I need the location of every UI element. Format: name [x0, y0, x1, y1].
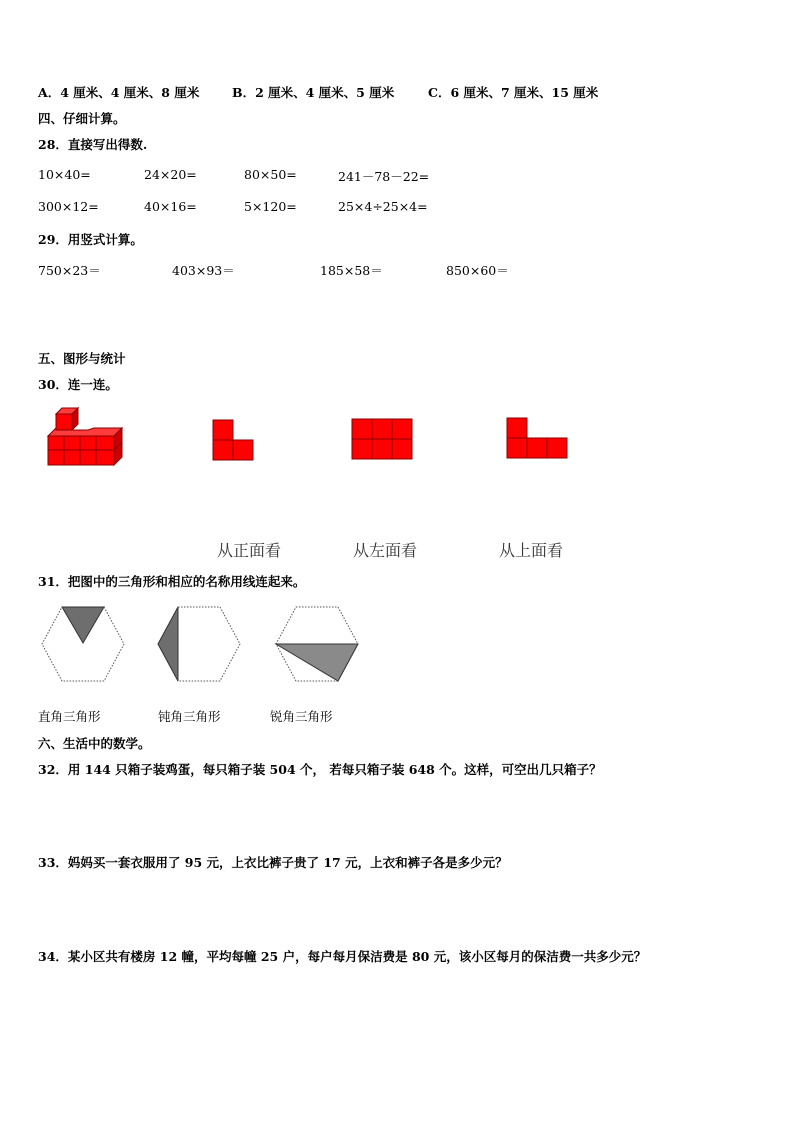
triangle-name-right: 直角三角形 — [38, 709, 101, 724]
cube-stack-figure — [44, 406, 126, 468]
option-a: A．4 厘米、4 厘米、8 厘米 — [38, 85, 200, 100]
triangle-name-obtuse: 钝角三角形 — [158, 709, 221, 724]
hexagon-figure-2 — [156, 605, 242, 683]
hexagon-figure-1 — [40, 605, 126, 683]
q28-item: 241－78－22= — [338, 169, 430, 184]
q29-stem: 29．用竖式计算。 — [38, 232, 143, 247]
q28-item: 25×4÷25×4= — [338, 199, 428, 214]
view-shape-rectangle — [351, 418, 413, 462]
q33-text: 33．妈妈买一套衣服用了 95 元，上衣比裤子贵了 17 元，上衣和裤子各是多少元？ — [38, 855, 508, 870]
q29-item: 850×60＝ — [446, 263, 509, 278]
view-label-top: 从上面看 — [499, 541, 564, 560]
view-label-front: 从正面看 — [217, 541, 282, 560]
q28-item: 40×16= — [144, 199, 197, 214]
section-5-title: 五、图形与统计 — [38, 351, 126, 366]
q29-item: 750×23＝ — [38, 263, 101, 278]
view-label-left: 从左面看 — [353, 541, 418, 560]
q28-item: 10×40= — [38, 167, 91, 182]
option-c: C．6 厘米、7 厘米、15 厘米 — [428, 85, 599, 100]
q28-item: 300×12= — [38, 199, 99, 214]
section-6-title: 六、生活中的数学。 — [38, 736, 151, 751]
q31-stem: 31．把图中的三角形和相应的名称用线连起来。 — [38, 574, 306, 589]
q34-text: 34．某小区共有楼房 12 幢，平均每幢 25 户，每户每月保洁费是 80 元，该小区每月的保洁费一共多少元？ — [38, 949, 647, 964]
hexagon-figure-3 — [274, 605, 360, 683]
q28-item: 80×50= — [244, 167, 297, 182]
q29-item: 403×93＝ — [172, 263, 235, 278]
q32-text: 32．用 144 只箱子装鸡蛋，每只箱子装 504 个， 若每只箱子装 648 个。这样，可空出几只箱子？ — [38, 762, 602, 777]
section-4-title: 四、仔细计算。 — [38, 111, 126, 126]
q29-item: 185×58＝ — [320, 263, 383, 278]
q30-stem: 30．连一连。 — [38, 377, 118, 392]
view-shape-l-long — [506, 416, 570, 460]
q28-item: 24×20= — [144, 167, 197, 182]
q28-item: 5×120= — [244, 199, 297, 214]
view-shape-l-small — [212, 418, 256, 462]
q28-stem: 28．直接写出得数. — [38, 137, 148, 152]
option-b: B．2 厘米、4 厘米、5 厘米 — [232, 85, 395, 100]
triangle-name-acute: 锐角三角形 — [270, 709, 333, 724]
